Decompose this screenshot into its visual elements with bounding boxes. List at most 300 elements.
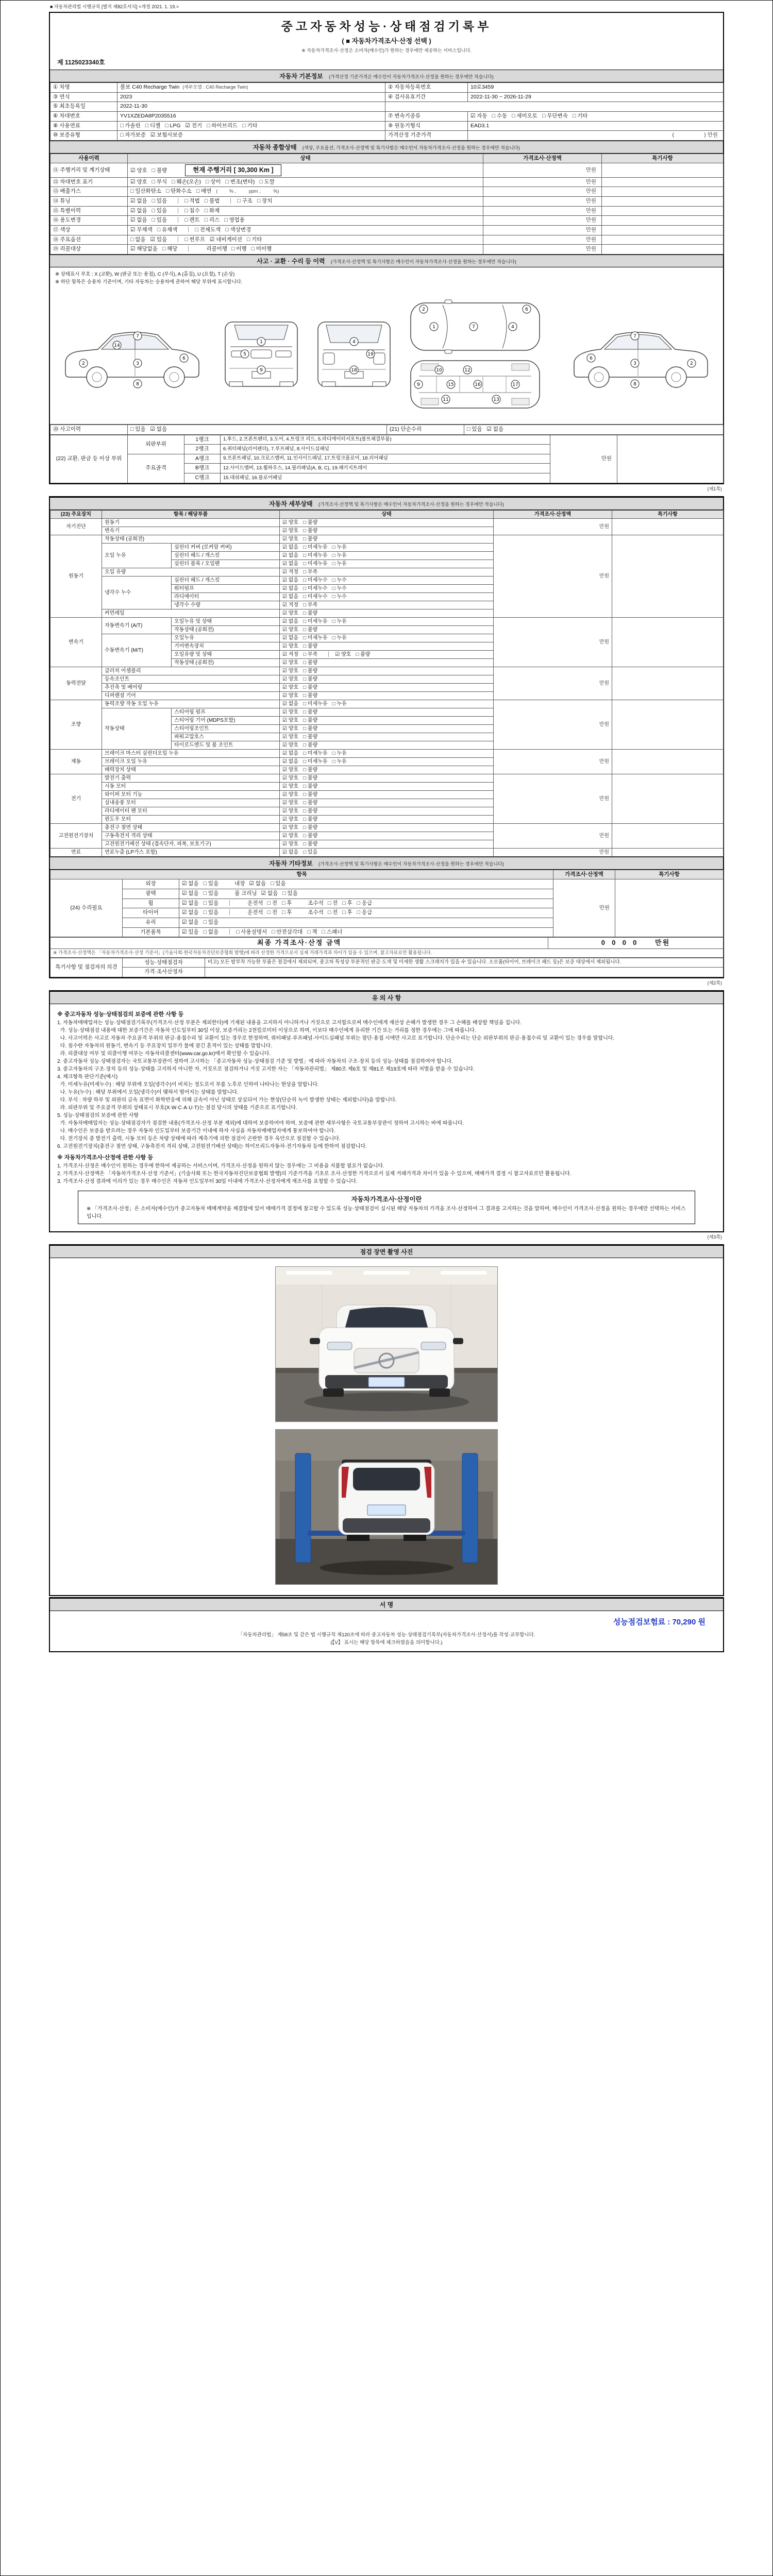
text: 실린더 헤드 / 개스킷 (174, 552, 220, 558)
checkbox-없음[interactable]: ☑ 없음 (486, 426, 504, 432)
text: 오일누유 (174, 635, 194, 641)
checkbox-이행[interactable]: □ 이행 (231, 246, 247, 252)
table-cell (102, 518, 280, 527)
checkbox-보험사보증[interactable]: ☑ 보험사보증 (150, 132, 183, 139)
checkbox-미세누수[interactable]: □ 미세누수 (303, 577, 328, 583)
table-cell (280, 592, 494, 601)
checkbox-양호[interactable]: ☑ 양호 (282, 536, 299, 542)
checkbox-미세누수[interactable]: □ 미세누수 (303, 585, 328, 591)
text: 만원 (585, 217, 596, 224)
checkbox-없음[interactable]: ☑ 없음 (130, 217, 147, 224)
checkbox-탄화수소[interactable]: □ 탄화수소 (165, 188, 192, 195)
svg-text:2: 2 (690, 361, 693, 366)
checkbox-후[interactable]: □ 후 (342, 909, 352, 916)
checkbox-불량[interactable]: □ 불량 (303, 626, 318, 633)
checkbox-도말[interactable]: □ 도말 (259, 178, 275, 185)
checkbox-없음[interactable]: ☑ 없음 (261, 890, 278, 896)
checkbox-없음[interactable]: ☑ 없음 (182, 919, 199, 925)
checkbox-양호[interactable]: ☑ 양호 (282, 800, 299, 806)
text: 오일 유량 (105, 569, 126, 575)
table-cell (51, 938, 548, 949)
diagram-marker (257, 337, 265, 346)
checkbox-후[interactable]: □ 후 (342, 900, 352, 906)
table-cell (280, 683, 494, 691)
notice-line: 1. 가격조사·산정은 매수인이 원하는 경우에 한하여 제공하는 서비스이며, 가격조사·산정을 원하지 않는 경우에는 그 비용을 지불할 필요가 없습니다. (57, 1163, 384, 1170)
text: 상태 (381, 511, 392, 517)
text: 오일유량 및 상태 (174, 651, 212, 657)
checkbox-양호[interactable]: ☑ 양호 (282, 734, 299, 740)
text: 타이로드엔드 및 볼 조인트 (174, 742, 233, 748)
table-cell (494, 535, 612, 617)
checkbox-있음[interactable]: □ 있음 (203, 880, 219, 887)
checkbox-불량[interactable]: □ 불량 (303, 668, 318, 674)
table-cell (102, 675, 280, 683)
checkbox-적정[interactable]: ☑ 적정 (282, 569, 299, 575)
checkbox-없음[interactable]: ☑ 없음 (130, 207, 147, 214)
table-cell (123, 918, 179, 927)
text: ⑱ 주요옵션 (53, 236, 81, 243)
checkbox-불량[interactable]: □ 불량 (303, 709, 318, 715)
table-cell (172, 625, 280, 634)
checkbox-전체도색[interactable]: □ 전체도색 (195, 226, 221, 233)
checkbox-없음[interactable]: ☑ 없음 (282, 561, 299, 567)
inspection-record-page (49, 3, 724, 1652)
checkbox-불량[interactable]: □ 불량 (303, 791, 318, 798)
checkbox-전[interactable]: □ 전 (327, 900, 338, 906)
checkbox-없음[interactable]: □ 없음 (203, 928, 219, 935)
table-cell (602, 216, 724, 226)
checkbox-없음[interactable]: ☑ 없음 (282, 750, 299, 756)
checkbox-누유[interactable]: □ 누유 (332, 750, 347, 756)
text: 외판부위 (145, 440, 166, 447)
checkbox-누수[interactable]: □ 누수 (332, 577, 347, 583)
checkbox-침수[interactable]: □ 침수 (184, 207, 200, 214)
checkbox-양호[interactable]: ☑ 양호 (282, 833, 299, 839)
checkbox-없음[interactable]: ☑ 없음 (282, 758, 299, 765)
table-cell (102, 667, 280, 675)
checkbox-없음[interactable]: ☑ 없음 (150, 426, 167, 432)
checkbox-있음[interactable]: ☑ 있음 (150, 236, 167, 243)
table-cell (117, 131, 385, 141)
diagram-marker (257, 366, 265, 374)
checkbox-있음[interactable]: □ 있음 (467, 426, 482, 432)
svg-text:3: 3 (136, 361, 139, 366)
checkbox-응급[interactable]: □ 응급 (357, 909, 373, 916)
checkbox-양호[interactable]: ☑ 양호 (282, 528, 299, 534)
price-definition-box (78, 1191, 695, 1224)
table-cell (123, 889, 179, 899)
table-cell (280, 535, 494, 543)
checkbox-적법[interactable]: □ 적법 (184, 198, 200, 205)
table-cell (51, 823, 102, 848)
table-cell (602, 177, 724, 187)
checkbox-불량[interactable]: □ 불량 (303, 528, 318, 534)
table-cell (602, 197, 724, 207)
checkbox-미세누유[interactable]: □ 미세누유 (303, 552, 328, 558)
checkbox-미세누수[interactable]: □ 미세누수 (303, 594, 328, 600)
checkbox-양호[interactable]: ☑ 양호 (282, 643, 299, 649)
table-cell (548, 938, 724, 949)
checkbox-불량[interactable]: □ 불량 (303, 841, 318, 847)
checkbox-불량[interactable]: □ 불량 (303, 536, 318, 542)
checkbox-가솔린[interactable]: □ 가솔린 (120, 122, 141, 129)
checkbox-불량[interactable]: □ 불량 (303, 816, 318, 822)
checkbox-있음[interactable]: □ 있음 (152, 198, 167, 205)
diagram-marker (509, 323, 517, 331)
checkbox-부족[interactable]: □ 부족 (303, 602, 318, 608)
section-title: 유 의 사 항 (372, 994, 401, 1002)
checkbox-기타[interactable]: □ 기타 (572, 112, 588, 119)
diagram-marker (631, 359, 639, 367)
table-cell (280, 642, 494, 650)
table-cell (280, 658, 494, 667)
text: 타이어 (143, 909, 159, 916)
checkbox-불량[interactable]: □ 불량 (303, 684, 318, 690)
photo-list (50, 1258, 723, 1595)
diagram-marker (631, 332, 639, 340)
checkbox-누수[interactable]: □ 누수 (332, 585, 347, 591)
checkbox-불량[interactable]: □ 불량 (303, 717, 318, 723)
checkbox-불량[interactable]: □ 불량 (303, 659, 318, 666)
text: 냉각수 누수 (105, 589, 131, 596)
checkbox-후[interactable]: □ 후 (282, 900, 292, 906)
table-cell (280, 700, 494, 708)
checkbox-있음[interactable]: □ 있음 (152, 217, 167, 224)
checkbox-안전삼각대[interactable]: □ 안전삼각대 (272, 928, 303, 935)
text: 냉각수 수량 (174, 602, 201, 608)
checkbox-디젤[interactable]: □ 디젤 (145, 122, 161, 129)
checkbox-유채색[interactable]: □ 유채색 (157, 226, 178, 233)
checkbox-불량[interactable]: □ 불량 (303, 808, 318, 814)
checkbox-후[interactable]: □ 후 (282, 909, 292, 916)
diagram-marker (350, 366, 358, 374)
text: 파워고압호스 (174, 734, 204, 740)
checkbox-없음[interactable]: ☑ 없음 (282, 618, 299, 624)
table-cell (102, 774, 280, 782)
checkbox-장치[interactable]: □ 장치 (257, 198, 273, 205)
table-cell (128, 454, 184, 483)
checkbox-양호[interactable]: ☑ 양호 (282, 791, 299, 798)
table-cell (483, 163, 602, 177)
legend-line: ※ 상태표시 부호 : X (교환), W (판금 또는 용접), C (부식), A (흠집), U (요철), T (손상) (55, 271, 235, 277)
checkbox-부족[interactable]: □ 부족 (303, 651, 318, 657)
svg-text:6: 6 (525, 307, 528, 312)
checkbox-불량[interactable]: □ 불량 (303, 643, 318, 649)
text: 만원 (585, 188, 596, 195)
checkbox-없음[interactable]: □ 없음 (130, 236, 146, 243)
table-cell (553, 879, 615, 937)
checkbox-누유[interactable]: □ 누유 (332, 758, 347, 765)
checkbox-하이브리드[interactable]: □ 하이브리드 (207, 122, 238, 129)
checkbox-양호[interactable]: ☑ 양호 (130, 178, 147, 185)
text: 1랭크 (195, 436, 209, 443)
checkbox-구조[interactable]: □ 구조 (237, 198, 253, 205)
checkbox-수동[interactable]: □ 수동 (492, 112, 508, 119)
checkbox-적정[interactable]: ☑ 적정 (282, 602, 299, 608)
checkbox-누유[interactable]: □ 누유 (332, 701, 347, 707)
checkbox-없음[interactable]: ☑ 없음 (249, 880, 266, 887)
table-cell (280, 749, 494, 757)
final-price-table (50, 937, 724, 958)
checkbox-잭[interactable]: □ 잭 (307, 928, 317, 935)
checkbox-있음[interactable]: ☑ 있음 (182, 928, 199, 935)
table-cell (51, 518, 102, 535)
checkbox-없음[interactable]: ☑ 없음 (182, 890, 199, 896)
table-cell (128, 235, 483, 245)
table-cell (280, 617, 494, 625)
table-cell (280, 584, 494, 592)
checkbox-있음[interactable]: □ 있음 (152, 207, 167, 214)
checkbox-있음[interactable]: □ 있음 (203, 890, 219, 896)
checkbox-양호[interactable]: ☑ 양호 (282, 519, 299, 526)
checkbox-없음[interactable]: ☑ 없음 (182, 900, 199, 906)
diagram-marker (133, 332, 142, 340)
text: 9.프론트패널, 10.크로스멤버, 11.인사이드패널, 17.트렁크플로어, 18.리어패널 (223, 455, 388, 462)
checkbox-없음[interactable]: ☑ 없음 (282, 849, 299, 855)
checkbox-양호[interactable]: ☑ 양호 (335, 651, 351, 657)
table-cell (612, 774, 724, 823)
checkbox-양호[interactable]: ☑ 양호 (282, 808, 299, 814)
checkbox-양호[interactable]: ☑ 양호 (282, 610, 299, 616)
table-cell (280, 733, 494, 741)
table-cell (494, 518, 612, 535)
checkbox-자가보증[interactable]: □ 자가보증 (120, 132, 146, 139)
checkbox-누유[interactable]: □ 누유 (332, 618, 347, 624)
checkbox-변조(변타)[interactable]: □ 변조(변타) (225, 178, 255, 185)
table-cell (483, 197, 602, 207)
checkbox-색상변경[interactable]: □ 색상변경 (225, 226, 251, 233)
text: 수동변속기 (M/T) (105, 647, 143, 653)
svg-text:10: 10 (436, 367, 442, 373)
checkbox-양호[interactable]: ☑ 양호 (282, 659, 299, 666)
svg-text:4: 4 (352, 339, 356, 345)
table-cell (280, 518, 494, 527)
section-title: 사고 · 교환 · 수리 등 이력 (257, 257, 325, 265)
table-cell (494, 700, 612, 749)
checkbox-미세누유[interactable]: □ 미세누유 (303, 544, 328, 550)
text: ⑪ 주행거리 및 계기상태 (53, 166, 110, 173)
checkbox-무단변속[interactable]: □ 무단변속 (542, 112, 568, 119)
checkbox-없음[interactable]: ☑ 없음 (130, 198, 147, 205)
text: 추진축 및 베어링 (105, 684, 143, 690)
damage-legend (50, 267, 723, 286)
checkbox-누유[interactable]: □ 누유 (332, 561, 347, 567)
checkbox-양호[interactable]: ☑ 양호 (282, 676, 299, 682)
svg-text:5: 5 (243, 351, 246, 357)
text: 유리 (145, 919, 156, 925)
checkbox-미세누유[interactable]: □ 미세누유 (303, 618, 328, 624)
checkbox-불량[interactable]: □ 불량 (303, 692, 318, 699)
checkbox-해당없음[interactable]: ☑ 해당없음 (130, 246, 158, 252)
checkbox-사용설명서[interactable]: □ 사용설명서 (236, 928, 267, 935)
checkbox-매연[interactable]: □ 매연 (196, 188, 212, 195)
checkbox-없음[interactable]: ☑ 없음 (182, 880, 199, 887)
checkbox-있음[interactable]: □ 있음 (203, 900, 219, 906)
table-cell (172, 741, 280, 749)
table-cell (483, 216, 602, 226)
checkbox-양호[interactable]: ☑ 양호 (282, 717, 299, 723)
table-cell (205, 968, 724, 977)
checkbox-미세누유[interactable]: □ 미세누유 (303, 635, 328, 641)
checkbox-누유[interactable]: □ 누유 (332, 544, 347, 550)
checkbox-있음[interactable]: □ 있음 (271, 880, 286, 887)
checkbox-불량[interactable]: □ 불량 (303, 725, 318, 732)
checkbox-불량[interactable]: □ 불량 (303, 833, 318, 839)
table-cell (280, 799, 494, 807)
checkbox-불량[interactable]: □ 불량 (303, 734, 318, 740)
checkbox-불량[interactable]: □ 불량 (303, 610, 318, 616)
checkbox-미세누유[interactable]: □ 미세누유 (303, 701, 328, 707)
table-cell (51, 206, 128, 216)
checkbox-없음[interactable]: ☑ 없음 (282, 594, 299, 600)
checkbox-자동[interactable]: ☑ 자동 (470, 112, 488, 119)
checkbox-무채색[interactable]: ☑ 무채색 (130, 226, 153, 233)
table-cell (51, 535, 102, 617)
checkbox-전[interactable]: □ 전 (267, 909, 278, 916)
checkbox-있음[interactable]: □ 있음 (203, 919, 219, 925)
table-cell (128, 245, 483, 255)
checkbox-전기[interactable]: ☑ 전기 (185, 122, 203, 129)
checkbox-양호[interactable]: ☑ 양호 (282, 841, 299, 847)
text: 만원 (585, 166, 596, 173)
text: 와이퍼 모터 기능 (105, 791, 143, 798)
remarks-table (50, 958, 724, 977)
checkbox-불량[interactable]: □ 불량 (152, 167, 167, 174)
text: 변속기 (105, 528, 120, 534)
checkbox-없음[interactable]: ☑ 없음 (182, 909, 199, 916)
svg-text:11: 11 (443, 397, 449, 402)
checkbox-불량[interactable]: □ 불량 (303, 783, 318, 789)
checkbox-일산화탄소[interactable]: □ 일산화탄소 (130, 188, 161, 195)
checkbox-네비게이션[interactable]: ☑ 네비게이션 (209, 236, 242, 243)
checkbox-기타[interactable]: □ 기타 (242, 122, 258, 129)
checkbox-양호[interactable]: ☑ 양호 (282, 626, 299, 633)
checkbox-불량[interactable]: □ 불량 (303, 800, 318, 806)
text: 브레이크 오일 누유 (105, 758, 147, 765)
checkbox-양호[interactable]: ☑ 양호 (282, 816, 299, 822)
checkbox-스패너[interactable]: □ 스패너 (322, 928, 343, 935)
checkbox-상이[interactable]: □ 상이 (206, 178, 221, 185)
table-cell (280, 840, 494, 848)
checkbox-영업용[interactable]: □ 영업용 (224, 217, 245, 224)
checkbox-부족[interactable]: □ 부족 (303, 569, 318, 575)
table-cell (612, 823, 724, 848)
checkbox-미세누유[interactable]: □ 미세누유 (303, 561, 328, 567)
checkbox-없음[interactable]: ☑ 없음 (282, 544, 299, 550)
checkbox-누유[interactable]: □ 누유 (332, 552, 347, 558)
text: 1.후드, 2.프론트펜더, 3.도어, 4.트렁크 리드, 5.라디에이터서포트(볼트체결부품) (223, 436, 392, 443)
checkbox-렌트[interactable]: □ 렌트 (184, 217, 200, 224)
checkbox-양호[interactable]: ☑ 양호 (282, 824, 299, 831)
checkbox-썬루프[interactable]: □ 썬루프 (184, 236, 205, 243)
checkbox-불법[interactable]: □ 불법 (204, 198, 220, 205)
table-cell (612, 848, 724, 856)
diagram-marker (435, 366, 443, 374)
table-cell (483, 235, 602, 245)
checkbox-없음[interactable]: ☑ 없음 (282, 585, 299, 591)
checkbox-양호[interactable]: ☑ 양호 (282, 775, 299, 781)
checkbox-해당[interactable]: □ 해당 (162, 246, 178, 252)
text: 운전석 (247, 900, 263, 906)
checkbox-누수[interactable]: □ 누수 (332, 594, 347, 600)
checkbox-불량[interactable]: □ 불량 (303, 824, 318, 831)
checkbox-기타[interactable]: □ 기타 (246, 236, 262, 243)
checkbox-있음[interactable]: □ 있음 (203, 909, 219, 916)
checkbox-미세누유[interactable]: □ 미세누유 (303, 758, 328, 765)
checkbox-있음[interactable]: □ 있음 (303, 849, 318, 855)
checkbox-불량[interactable]: □ 불량 (356, 651, 371, 657)
checkbox-전[interactable]: □ 전 (267, 900, 278, 906)
table-cell (102, 543, 172, 568)
diagram-marker (241, 350, 249, 358)
table-cell (51, 949, 724, 958)
table-cell (550, 435, 617, 483)
text: 기본품목 (140, 928, 161, 935)
table-cell (172, 642, 280, 650)
table-cell (483, 177, 602, 187)
text: 현재 주행거리 [ 30,300 Km ] (185, 164, 281, 176)
checkbox-불량[interactable]: □ 불량 (303, 519, 318, 526)
checkbox-양호[interactable]: ☑ 양호 (282, 709, 299, 715)
checkbox-화재[interactable]: □ 화재 (204, 207, 220, 214)
checkbox-응급[interactable]: □ 응급 (357, 900, 373, 906)
table-cell (51, 163, 128, 177)
checkbox-미세누유[interactable]: □ 미세누유 (303, 750, 328, 756)
checkbox-불량[interactable]: □ 불량 (303, 767, 318, 773)
svg-text:16: 16 (475, 382, 481, 387)
section-header-notice (50, 991, 723, 1004)
legend-line: ※ 하단 항목은 승용차 기준이며, 기타 자동차는 승용차에 준하여 해당 부위에 표시합니다. (55, 279, 243, 285)
checkbox-양호[interactable]: ☑ 양호 (282, 684, 299, 690)
checkbox-양호[interactable]: ☑ 양호 (282, 725, 299, 732)
checkbox-LPG[interactable]: □ LPG (165, 122, 181, 129)
checkbox-양호[interactable]: ☑ 양호 (282, 783, 299, 789)
checkbox-부식[interactable]: □ 부식 (152, 178, 167, 185)
table-cell (51, 216, 128, 226)
car-front-view (225, 322, 297, 386)
checkbox-세미오토[interactable]: □ 세미오토 (512, 112, 538, 119)
checkbox-없음[interactable]: ☑ 없음 (282, 635, 299, 641)
text: 외장 (145, 880, 156, 887)
checkbox-없음[interactable]: ☑ 없음 (282, 701, 299, 707)
svg-text:19: 19 (367, 351, 374, 357)
checkbox-전[interactable]: □ 전 (327, 909, 338, 916)
checkbox-양호[interactable]: ☑ 양호 (282, 767, 299, 773)
checkbox-양호[interactable]: ☑ 양호 (130, 167, 147, 174)
checkbox-없음[interactable]: ☑ 없음 (282, 552, 299, 558)
svg-text:17: 17 (512, 382, 518, 387)
checkbox-훼손(오손)[interactable]: □ 훼손(오손) (172, 178, 201, 185)
svg-text:18: 18 (351, 367, 357, 373)
checkbox-있음[interactable]: □ 있음 (130, 426, 146, 432)
checkbox-불량[interactable]: □ 불량 (303, 775, 318, 781)
checkbox-누유[interactable]: □ 누유 (332, 635, 347, 641)
checkbox-양호[interactable]: ☑ 양호 (282, 668, 299, 674)
checkbox-미이행[interactable]: □ 미이행 (251, 246, 272, 252)
checkbox-적정[interactable]: ☑ 적정 (282, 651, 299, 657)
checkbox-있음[interactable]: □ 있음 (282, 890, 298, 896)
svg-text:2: 2 (422, 307, 425, 312)
checkbox-불량[interactable]: □ 불량 (303, 742, 318, 748)
checkbox-양호[interactable]: ☑ 양호 (282, 742, 299, 748)
table-cell (385, 111, 468, 121)
checkbox-리스[interactable]: □ 리스 (204, 217, 220, 224)
text: 만원 (585, 198, 596, 205)
checkbox-양호[interactable]: ☑ 양호 (282, 692, 299, 699)
table-cell (280, 790, 494, 799)
checkbox-없음[interactable]: ☑ 없음 (282, 577, 299, 583)
checkbox-불량[interactable]: □ 불량 (303, 676, 318, 682)
